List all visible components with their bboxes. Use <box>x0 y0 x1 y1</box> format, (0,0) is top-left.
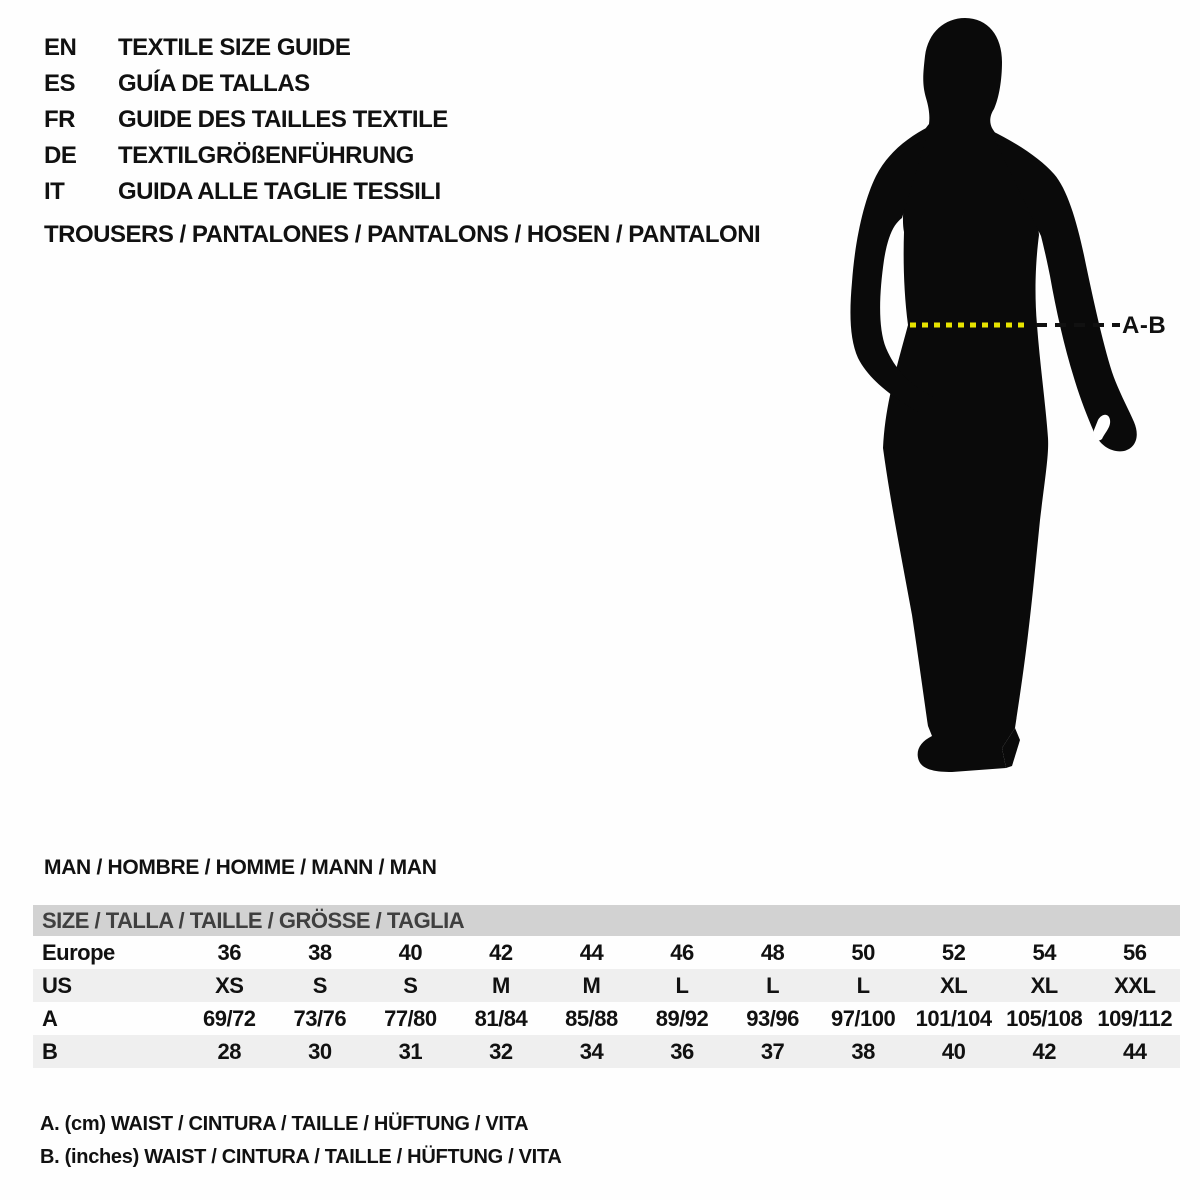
size-cell: 44 <box>1123 1038 1147 1064</box>
size-cell: 30 <box>308 1038 332 1064</box>
size-cell: 56 <box>1123 939 1147 965</box>
size-cell: XL <box>1030 972 1058 998</box>
size-cell: M <box>492 972 510 998</box>
row-label-europe: Europe <box>42 939 115 965</box>
size-cell: 40 <box>398 939 423 965</box>
size-cell: 37 <box>760 1038 785 1064</box>
size-cell: S <box>403 972 418 998</box>
size-cell: XXL <box>1114 972 1156 998</box>
row-label-b: B <box>42 1038 58 1064</box>
size-cell: 93/96 <box>746 1005 799 1031</box>
size-cell: 109/112 <box>1097 1005 1173 1031</box>
size-cell: 89/92 <box>655 1005 709 1031</box>
language-row-it <box>44 174 448 210</box>
size-cell: 36 <box>217 939 242 965</box>
table-row-us <box>33 969 1180 1002</box>
size-cell: 38 <box>308 939 332 965</box>
language-row-es <box>44 66 448 102</box>
size-cell: 42 <box>489 939 513 965</box>
size-cell: 54 <box>1032 939 1056 965</box>
waist-measure-label: A-B <box>1122 312 1167 339</box>
size-cell: XS <box>215 972 244 998</box>
gender-title: MAN / HOMBRE / HOMME / MANN / MAN <box>44 856 437 879</box>
size-cell: 28 <box>217 1038 242 1064</box>
language-code: ES <box>44 70 76 97</box>
size-cell: 48 <box>760 939 785 965</box>
size-cell: 69/72 <box>202 1005 256 1031</box>
size-cell: 36 <box>670 1038 694 1064</box>
language-row-fr <box>44 102 448 138</box>
size-cell: 31 <box>398 1038 423 1064</box>
size-cell: 44 <box>579 939 604 965</box>
language-code: EN <box>44 34 77 61</box>
man-silhouette-icon <box>830 0 1200 800</box>
language-title: GUÍA DE TALLAS <box>118 70 310 97</box>
note-a-cm: A. (cm) WAIST / CINTURA / TAILLE / HÜFTUNG / VITA <box>40 1113 529 1135</box>
language-code: IT <box>44 178 65 205</box>
size-cell: XL <box>940 972 968 998</box>
language-list <box>44 30 448 210</box>
language-title: TEXTILGRÖßENFÜHRUNG <box>118 142 414 169</box>
language-row-de <box>44 138 448 174</box>
size-cell: S <box>312 972 327 998</box>
language-title: GUIDA ALLE TAGLIE TESSILI <box>118 178 441 205</box>
size-cell: 77/80 <box>384 1005 437 1031</box>
language-code: FR <box>44 106 75 133</box>
size-cell: 81/84 <box>474 1005 528 1031</box>
size-cell: 50 <box>851 939 875 965</box>
note-b-inches: B. (inches) WAIST / CINTURA / TAILLE / HÜFTUNG / VITA <box>40 1146 562 1168</box>
size-cell: 101/104 <box>915 1005 992 1031</box>
table-row-europe <box>33 936 1180 969</box>
size-cell: 32 <box>489 1038 513 1064</box>
size-cell: 52 <box>941 939 966 965</box>
size-table <box>33 905 1180 1068</box>
size-cell: 42 <box>1032 1038 1056 1064</box>
row-label-us: US <box>42 972 72 998</box>
male-silhouette-figure <box>830 0 1200 800</box>
size-cell: L <box>766 972 780 998</box>
size-cell: 40 <box>941 1038 966 1064</box>
language-code: DE <box>44 142 77 169</box>
language-title: TEXTILE SIZE GUIDE <box>118 34 351 61</box>
language-row-en <box>44 30 448 66</box>
size-cell: M <box>582 972 601 998</box>
table-row-b-inches <box>33 1035 1180 1068</box>
size-cell: 46 <box>670 939 694 965</box>
table-row-a-cm <box>33 1002 1180 1035</box>
size-cell: 85/88 <box>565 1005 618 1031</box>
category-title: TROUSERS / PANTALONES / PANTALONS / HOSEN / PANTALONI <box>44 221 761 248</box>
measure-notes <box>40 1108 562 1174</box>
size-cell: 73/76 <box>293 1005 347 1031</box>
row-label-a: A <box>42 1005 58 1031</box>
size-table-header: SIZE / TALLA / TAILLE / GRÖSSE / TAGLIA <box>33 905 1180 936</box>
language-title: GUIDE DES TAILLES TEXTILE <box>118 106 448 133</box>
size-cell: 105/108 <box>1006 1005 1083 1031</box>
size-cell: L <box>856 972 870 998</box>
size-cell: 34 <box>579 1038 604 1064</box>
size-cell: L <box>675 972 689 998</box>
size-cell: 38 <box>851 1038 875 1064</box>
size-cell: 97/100 <box>830 1005 896 1031</box>
